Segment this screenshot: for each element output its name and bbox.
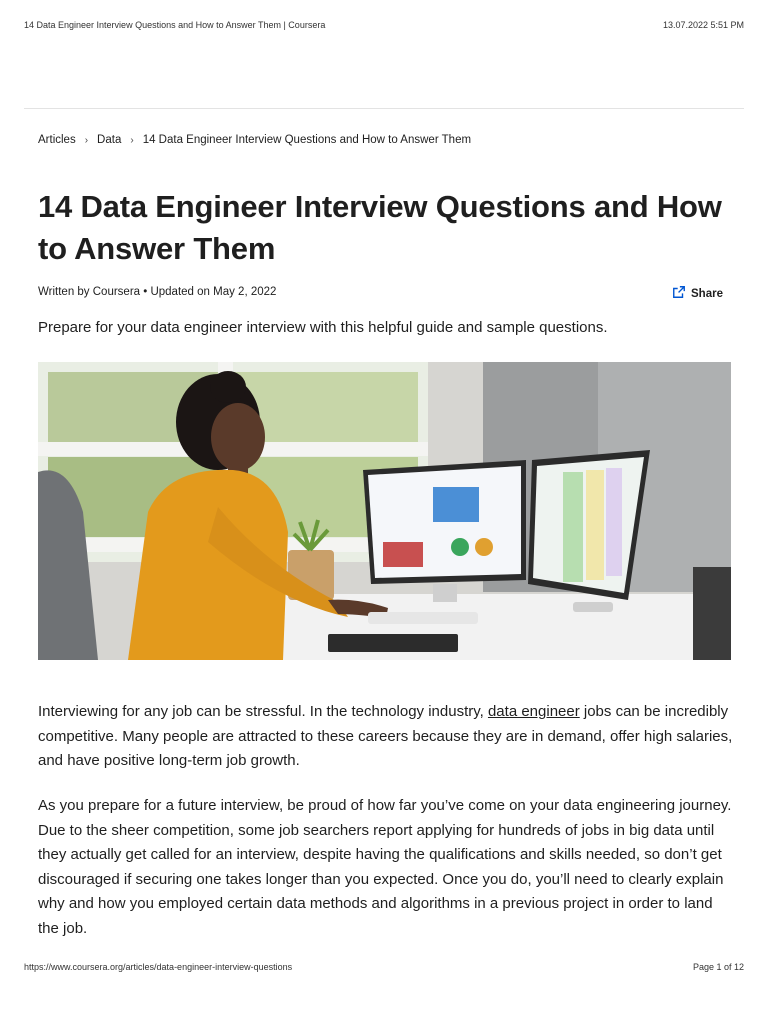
chevron-right-icon: › (84, 134, 89, 146)
share-button[interactable] (672, 285, 723, 302)
print-footer-page: Page 1 of 12 (692, 962, 744, 972)
print-header-timestamp: 13.07.2022 5:51 PM (662, 20, 744, 30)
hero-image (38, 362, 731, 660)
article-byline: Written by Coursera • Updated on May 2, 2022 (38, 286, 277, 298)
breadcrumb-data[interactable]: Data (97, 134, 122, 146)
chevron-right-icon: › (130, 134, 134, 146)
breadcrumb-current: 14 Data Engineer Interview Questions and How to Answer Them (142, 134, 472, 146)
paragraph-text: jobs can be incredibly competitive. Many people are attracted to these careers because they are in demand, offer high salaries, and have positive long-term job growth. (38, 703, 733, 769)
paragraph-text: Interviewing for any job can be stressful. In the technology industry, (38, 703, 488, 720)
print-footer (24, 962, 744, 972)
share-icon (672, 285, 686, 302)
article-lede: Prepare for your data engineer interview with this helpful guide and sample questions. (38, 319, 608, 336)
share-label: Share (691, 287, 723, 300)
page-title: 14 Data Engineer Interview Questions and How to Answer Them (38, 189, 722, 266)
article-paragraph-2: As you prepare for a future interview, be proud of how far you’ve come on your data engineering journey. Due to the sheer competition, some job searchers report applying for hundreds of jobs in big data until they actually get called for an interview, despite having the qualifications and skills needed, so don’t get discouraged if securing one takes longer than you expected. Once you do, you’ll need to clearly explain why and how you employed certain data methods and algorithms in a previous project in order to land the job. (38, 797, 732, 937)
print-footer-url: https://www.coursera.org/articles/data-engineer-interview-questions (24, 962, 293, 972)
print-header (24, 20, 744, 30)
article-paragraph-1 (38, 700, 734, 774)
breadcrumb-articles[interactable]: Articles (38, 134, 76, 146)
breadcrumb (38, 134, 471, 146)
print-header-title: 14 Data Engineer Interview Questions and How to Answer Them | Coursera (24, 20, 326, 30)
header-divider (24, 108, 744, 109)
data-engineer-link[interactable]: data engineer (487, 703, 580, 720)
